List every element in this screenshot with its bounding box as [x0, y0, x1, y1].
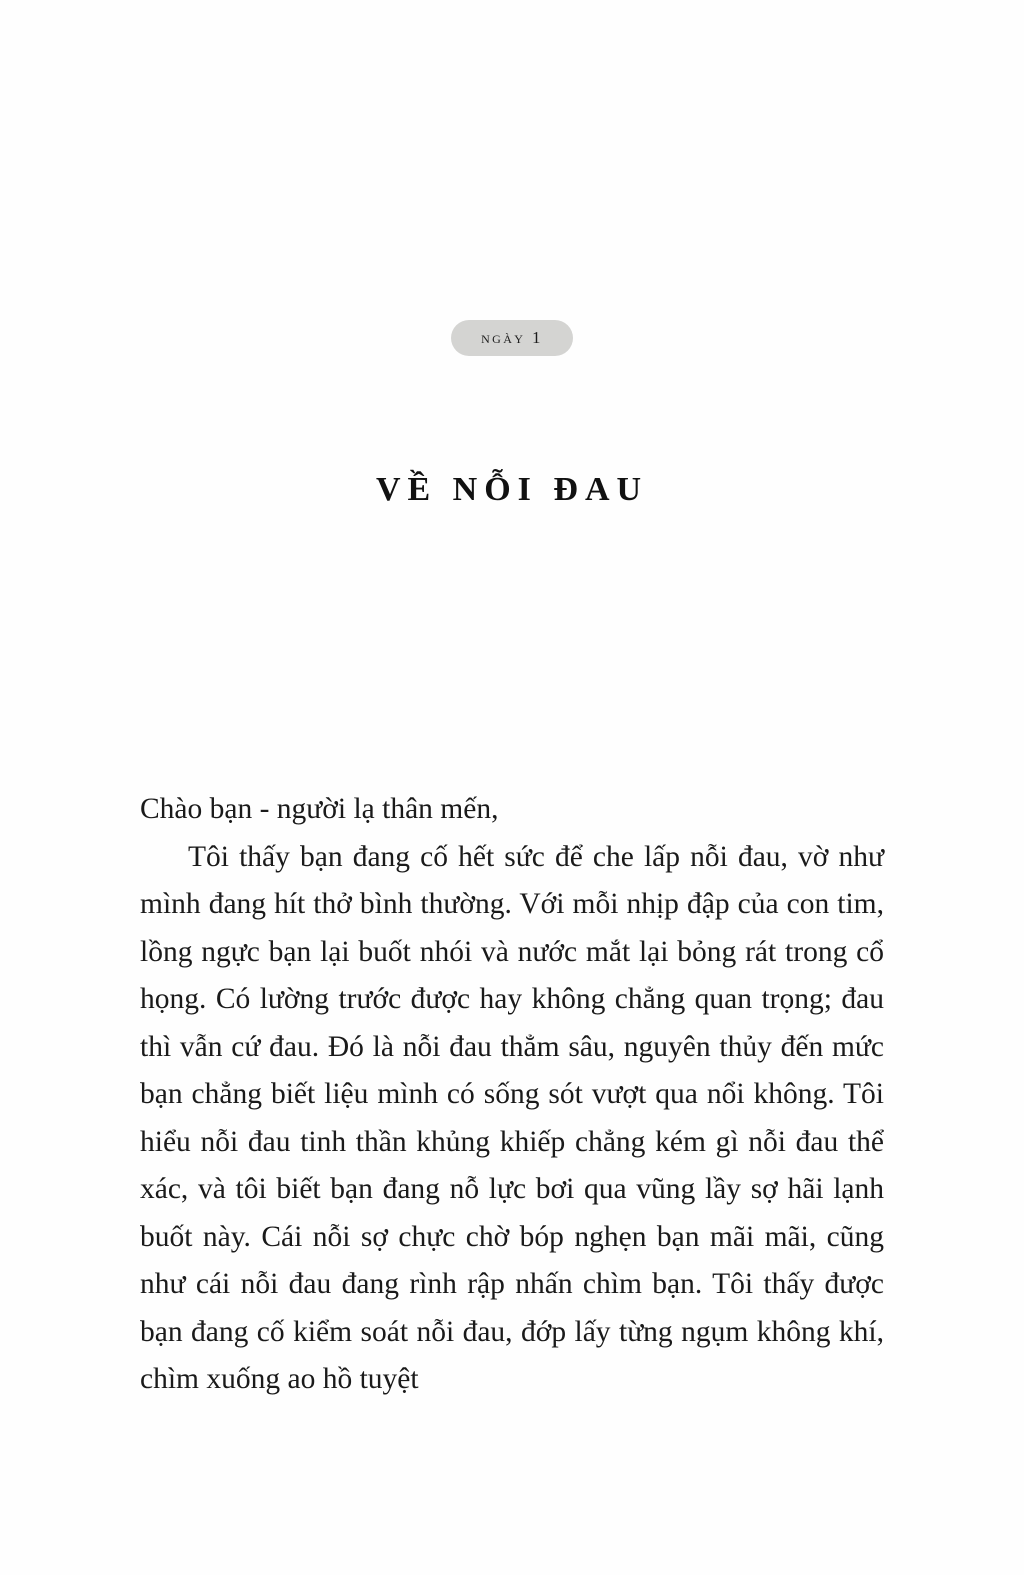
- body-text: [140, 786, 884, 1404]
- day-badge: ngày 1: [451, 320, 573, 356]
- day-badge-container: [0, 320, 1024, 356]
- greeting-line: Chào bạn - người lạ thân mến,: [140, 793, 499, 825]
- paragraph-1: Tôi thấy bạn đang cố hết sức để che lấp nỗi đau, vờ như mình đang hít thở bình thường. Với mỗi nhịp đập của con tim, lồng ngực bạn lại buốt nhói và nước mắt lại bỏng rát trong cổ họng. Có lường trước được hay không chẳng quan trọng; đau thì vẫn cứ đau. Đó là nỗi đau thẳm sâu, nguyên thủy đến mức bạn chẳng biết liệu mình có sống sót vượt qua nổi không. Tôi hiểu nỗi đau tinh thần khủng khiếp chẳng kém gì nỗi đau thể xác, và tôi biết bạn đang nỗ lực bơi qua vũng lầy sợ hãi lạnh buốt này. Cái nỗi sợ chực chờ bóp nghẹn bạn mãi mãi, cũng như cái nỗi đau đang rình rập nhấn chìm bạn. Tôi thấy được bạn đang cố kiểm soát nỗi đau, đớp lấy từng ngụm không khí, chìm xuống ao hồ tuyệt: [140, 840, 884, 1395]
- chapter-title: VỀ NỖI ĐAU: [375, 470, 649, 508]
